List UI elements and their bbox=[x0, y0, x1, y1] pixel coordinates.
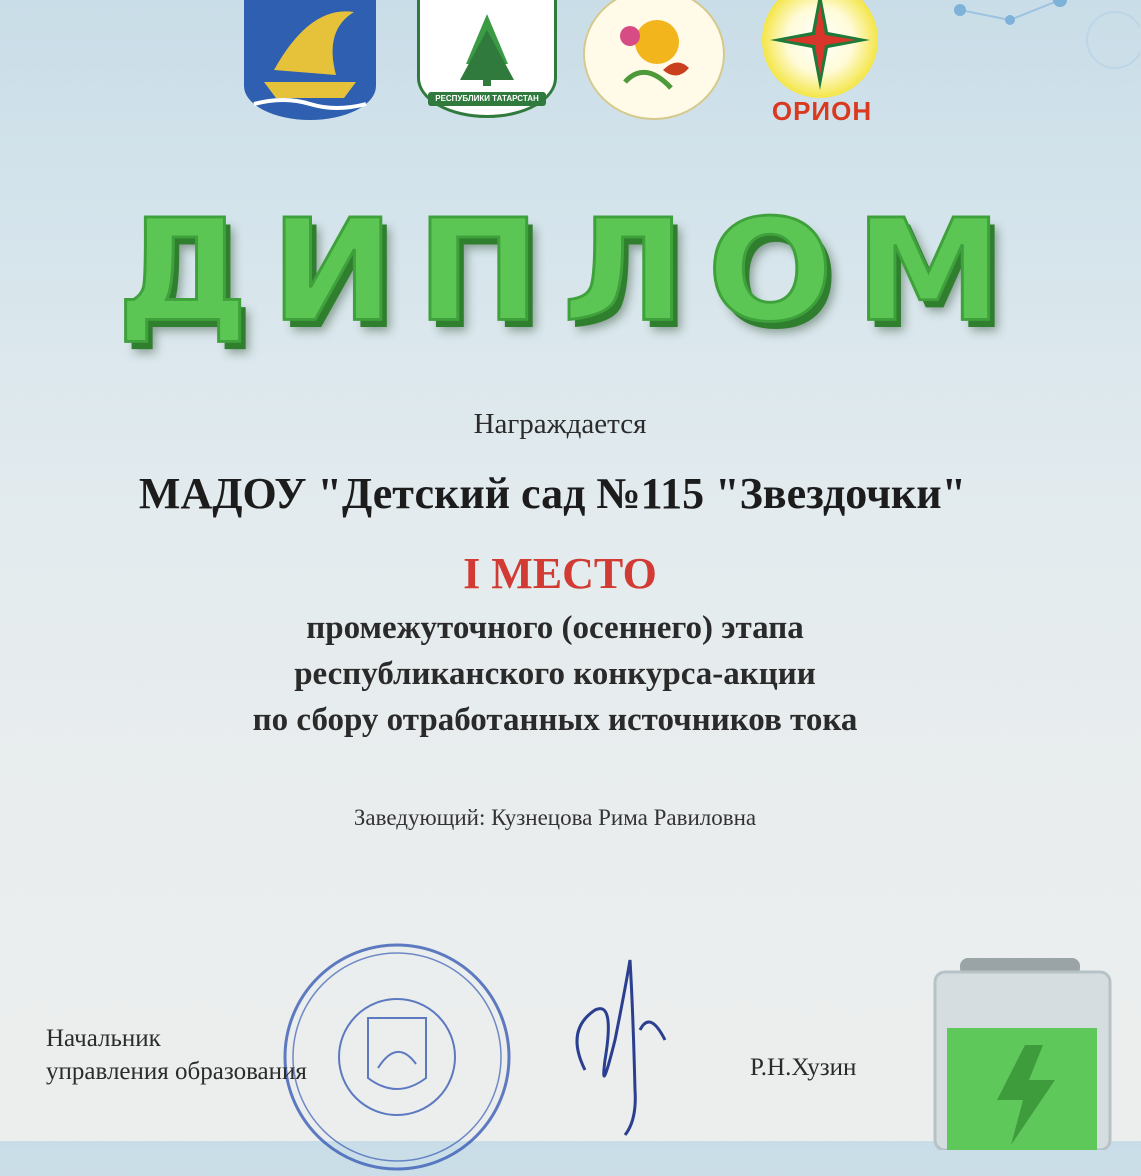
ministry-band: РЕСПУБЛИКИ ТАТАРСТАН bbox=[428, 92, 546, 106]
diploma-title: ДИПЛОМ bbox=[116, 189, 1025, 353]
city-coat-of-arms bbox=[244, 0, 376, 120]
coat-of-arms-icon bbox=[244, 0, 376, 120]
place-label: I МЕСТО bbox=[463, 549, 657, 598]
handwritten-signature bbox=[555, 950, 675, 1140]
signatory-title-line-1: Начальник bbox=[46, 1025, 161, 1052]
sun-flower-butterfly-icon bbox=[585, 0, 723, 118]
awarded-label: Награждается bbox=[473, 408, 647, 440]
description-line-2: республиканского конкурса-акции bbox=[294, 656, 816, 692]
official-stamp bbox=[278, 938, 516, 1176]
recipient-name: МАДОУ "Детский сад №115 "Звездочки" bbox=[138, 469, 967, 518]
orion-emblem bbox=[762, 0, 878, 98]
orion-label: ОРИОН bbox=[771, 96, 873, 126]
eco-center-emblem bbox=[583, 0, 725, 120]
description-line-1: промежуточного (осеннего) этапа bbox=[306, 610, 804, 646]
compass-star-icon bbox=[762, 0, 878, 98]
molecule-decoration bbox=[940, 0, 1140, 70]
battery-icon bbox=[925, 950, 1125, 1150]
tree-icon bbox=[420, 0, 554, 90]
head-of-school: Заведующий: Кузнецова Рима Равиловна bbox=[353, 805, 757, 830]
signatory-name: Р.Н.Хузин bbox=[750, 1054, 857, 1081]
description-line-3: по сбору отработанных источников тока bbox=[252, 702, 858, 738]
signatory-title-line-2: управления образования bbox=[46, 1058, 307, 1085]
